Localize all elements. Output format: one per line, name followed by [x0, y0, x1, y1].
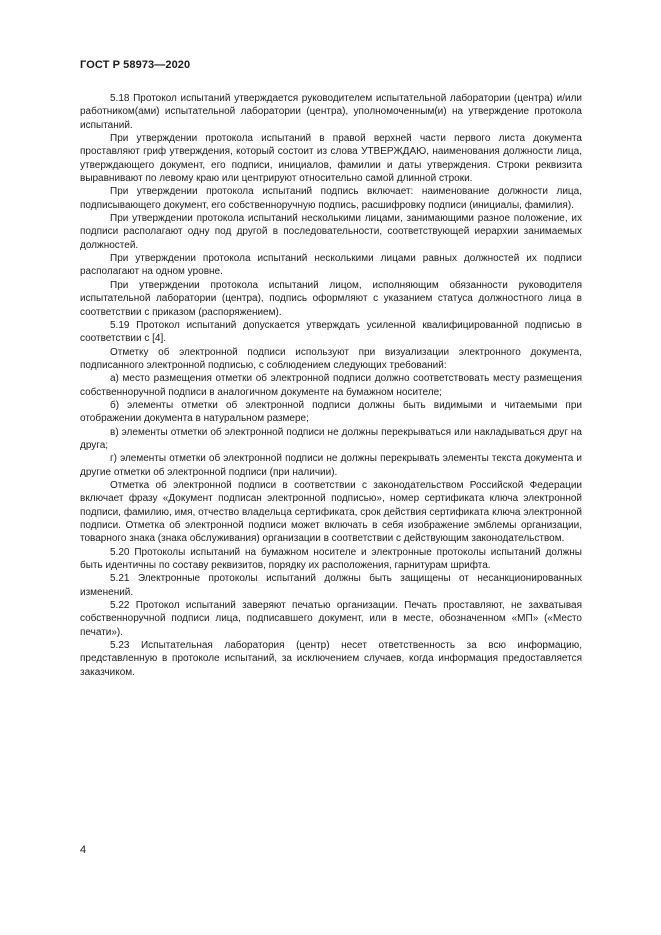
paragraph-signature-contents: При утверждении протокола испытаний подпись включает: наименование должности лица, подписывающего документ, его собственноручную подпись, расшифровку подписи (инициалы, фамилия). [80, 186, 582, 211]
paragraph-esign-mark-content: Отметка об электронной подписи в соответствии с законодательством Российской Федерации включает фразу «Документ подписан электронной подписью», номер сертификата ключа электронной подписи, фамилию, имя, отчество владельца сертификата, срок действия сертификата ключа электронной подписи. Отметка об электронной подписи может включать в себя изображение эмблемы организации, товарного знака (знака обслуживания) организации в соответствии с действующим законодательством. [80, 479, 582, 545]
paragraph-5-22: 5.22 Протокол испытаний заверяют печатью организации. Печать проставляют, не захватывая собственноручной подписи лица, подписавшего документ, или в месте, обозначенном «МП» («Место печати»). [80, 600, 582, 638]
paragraph-5-21: 5.21 Электронные протоколы испытаний должны быть защищены от несанкционированных изменений. [80, 573, 582, 598]
paragraph-5-23: 5.23 Испытательная лаборатория (центр) несет ответственность за всю информацию, представленную в протоколе испытаний, за исключением случаев, когда информация предоставляется заказчиком. [80, 640, 582, 678]
paragraph-5-19: 5.19 Протокол испытаний допускается утверждать усиленной квалифицированной подписью в соответствии с [4]. [80, 319, 582, 345]
document-body [80, 92, 582, 679]
list-item-a: а) место размещения отметки об электронной подписи должно соответствовать месту размещения собственноручной подписи в аналогичном документе на бумажном носителе; [80, 373, 582, 398]
paragraph-5-20: 5.20 Протоколы испытаний на бумажном носителе и электронные протоколы испытаний должны быть идентичны по составу реквизитов, порядку их расположения, гарнитурам шрифта. [80, 546, 582, 572]
paragraph-approval-stamp: При утверждении протокола испытаний в правой верхней части первого листа документа проставляют гриф утверждения, который состоит из слова УТВЕРЖДАЮ, наименования должности лица, утверждающего документ, его подписи, инициалов, фамилии и даты утверждения. Строки реквизита выравнивают по левому краю или центрируют относительно самой длинной строки. [80, 133, 582, 185]
list-item-b: б) элементы отметки об электронной подписи должны быть видимыми и читаемыми при отображении документа в натуральном размере; [80, 399, 582, 425]
list-item-v: в) элементы отметки об электронной подписи не должны перекрываться или накладываться друг на друга; [80, 426, 582, 451]
paragraph-equal-signers: При утверждении протокола испытаний несколькими лицами равных должностей их подписи располагают на одном уровне. [80, 253, 582, 278]
document-header: ГОСТ Р 58973—2020 [80, 59, 191, 71]
paragraph-esign-mark-intro: Отметку об электронной подписи используют при визуализации электронного документа, подписанного электронной подписью, с соблюдением следующих требований: [80, 346, 582, 371]
paragraph-5-18: 5.18 Протокол испытаний утверждается руководителем испытательной лаборатории (центра) и/или работником(ами) испытательной лаборатории (центра), уполномоченным(и) на утверждение протокола испытаний. [80, 93, 582, 131]
page-number: 4 [80, 844, 87, 856]
paragraph-multiple-signers: При утверждении протокола испытаний несколькими лицами, занимающими разное положение, их подписи располагают одну под другой в последовательности, соответствующей иерархии занимаемых должностей. [80, 213, 582, 251]
list-item-g: г) элементы отметки об электронной подписи не должны перекрывать элементы текста документа и другие отметки об электронной подписи (при наличии). [80, 453, 582, 478]
paragraph-acting-head: При утверждении протокола испытаний лицом, исполняющим обязанности руководителя испытательной лаборатории (центра), подпись оформляют с указанием статуса должностного лица в соответствии с приказом (распоряжением). [80, 279, 582, 318]
